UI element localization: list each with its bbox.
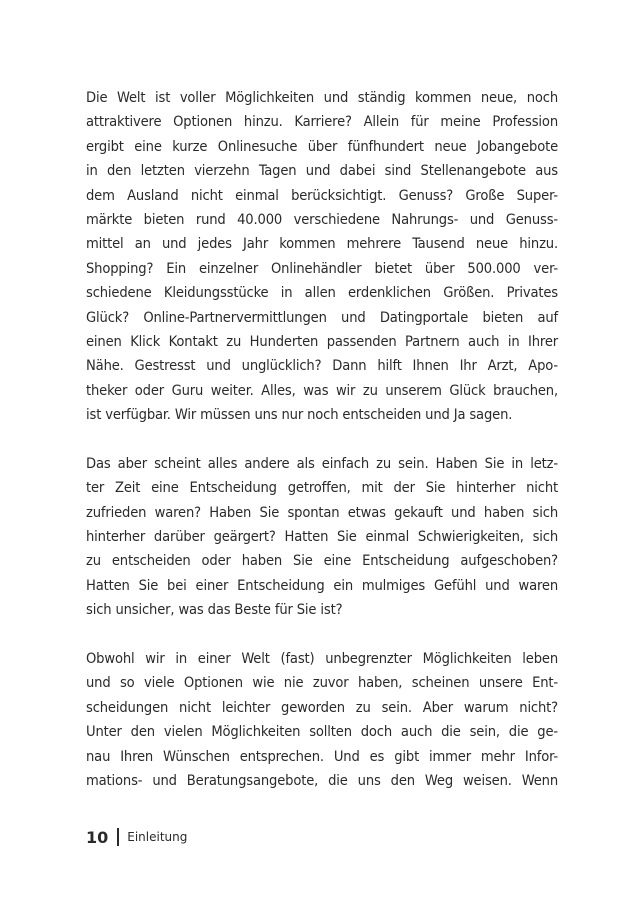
body-text [86, 86, 558, 793]
paragraph [86, 86, 558, 427]
text-line: Unter den vielen Möglichkeiten sollten doch auch die sein, die ge- [86, 723, 558, 741]
text-line: märkte bieten rund 40.000 verschiedene Nahrungs- und Genuss- [86, 210, 558, 228]
page-footer [86, 826, 187, 848]
text-line: dem Ausland nicht einmal berücksichtigt. Genuss? Große Super- [86, 186, 558, 204]
paragraph [86, 452, 558, 623]
text-line: und so viele Optionen wie nie zuvor haben, scheinen unsere Ent- [86, 674, 558, 692]
text-line: Das aber scheint alles andere als einfach zu sein. Haben Sie in letz- [86, 454, 558, 472]
text-line: scheidungen nicht leichter geworden zu sein. Aber warum nicht? [86, 698, 558, 716]
text-line: ter Zeit eine Entscheidung getroffen, mit der Sie hinterher nicht [86, 479, 558, 497]
text-line: sich unsicher, was das Beste für Sie ist? [86, 601, 343, 619]
text-line: nau Ihren Wünschen entsprechen. Und es gibt immer mehr Infor- [86, 747, 558, 765]
paragraph [86, 647, 558, 793]
text-line: mittel an und jedes Jahr kommen mehrere Tausend neue hinzu. [86, 235, 558, 253]
paragraph-gap [86, 427, 558, 451]
text-line: attraktivere Optionen hinzu. Karriere? Allein für meine Profession [86, 113, 558, 131]
text-line: theker oder Guru weiter. Alles, was wir zu unserem Glück brauchen, [86, 381, 558, 399]
text-line: in den letzten vierzehn Tagen und dabei sind Stellenangebote aus [86, 162, 558, 180]
text-line: Obwohl wir in einer Welt (fast) unbegrenzter Möglichkeiten leben [86, 649, 558, 667]
text-line: einen Klick Kontakt zu Hunderten passenden Partnern auch in Ihrer [86, 332, 558, 350]
text-line: Nähe. Gestresst und unglücklich? Dann hilft Ihnen Ihr Arzt, Apo- [86, 357, 558, 375]
text-line: schiedene Kleidungsstücke in allen erdenklichen Größen. Privates [86, 284, 558, 302]
text-line: zu entscheiden oder haben Sie eine Entscheidung aufgeschoben? [86, 552, 558, 570]
footer-divider [117, 828, 119, 846]
text-line: Glück? Online-Partnervermittlungen und Datingportale bieten auf [86, 308, 558, 326]
text-line: Shopping? Ein einzelner Onlinehändler bietet über 500.000 ver- [86, 259, 558, 277]
text-line: zufrieden waren? Haben Sie spontan etwas gekauft und haben sich [86, 503, 558, 521]
text-line: hinterher darüber geärgert? Hatten Sie einmal Schwierigkeiten, sich [86, 528, 558, 546]
text-line: Die Welt ist voller Möglichkeiten und ständig kommen neue, noch [86, 89, 558, 106]
section-name: Einleitung [127, 830, 188, 844]
text-line: ergibt eine kurze Onlinesuche über fünfhundert neue Jobangebote [86, 137, 558, 155]
page-number: 10 [86, 827, 109, 847]
text-line: ist verfügbar. Wir müssen uns nur noch entscheiden und Ja sagen. [86, 406, 513, 424]
text-line: mations- und Beratungsangebote, die uns den Weg weisen. Wenn [86, 771, 558, 789]
paragraph-gap [86, 623, 558, 647]
text-line: Hatten Sie bei einer Entscheidung ein mulmiges Gefühl und waren [86, 576, 558, 594]
